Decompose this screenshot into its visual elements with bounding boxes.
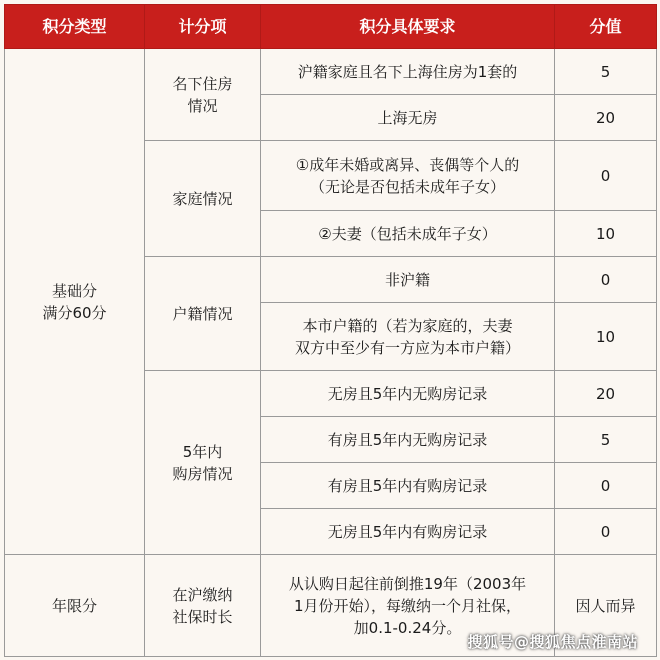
value-cell: 0 [555,463,657,509]
requirement-text: ②夫妻（包括未成年子女） [318,224,497,243]
requirement-cell [261,509,555,555]
value-cell: 因人而异 [555,555,657,657]
value-cell: 20 [555,95,657,141]
header-item: 计分项 [145,5,261,49]
requirement-text: 有房且5年内有购房记录 [327,476,488,495]
score-table [4,4,657,657]
requirement-cell [261,303,555,371]
item-hukou-label: 户籍情况 [172,304,233,323]
category-annual [5,555,145,657]
value-cell: 5 [555,417,657,463]
category-annual-label: 年限分 [51,596,97,615]
requirement-cell [261,463,555,509]
requirement-text: 有房且5年内无购房记录 [327,430,488,449]
value-cell: 10 [555,303,657,371]
requirement-cell [261,371,555,417]
value-cell: 20 [555,371,657,417]
requirement-cell [261,141,555,211]
header-value: 分值 [555,5,657,49]
item-family-label: 家庭情况 [172,189,233,208]
value-cell: 0 [555,509,657,555]
value-cell: 5 [555,49,657,95]
value-cell: 0 [555,257,657,303]
value-cell: 10 [555,211,657,257]
item-purchase-label: 5年内 购房情况 [172,442,233,483]
requirement-text: 从认购日起往前倒推19年（2003年 1月份开始），每缴纳一个月社保， 加0.1-0.24分。 [288,574,527,637]
item-family [145,141,261,257]
requirement-text: 沪籍家庭且名下上海住房为1套的 [297,62,518,81]
requirement-text: 无房且5年内有购房记录 [327,522,488,541]
watermark: 搜狐号@搜狐焦点淮南站 [467,633,638,651]
item-housing-label: 名下住房 情况 [172,74,233,115]
requirement-cell [261,211,555,257]
item-purchase [145,371,261,555]
requirement-cell [261,257,555,303]
requirement-text: 上海无房 [377,108,438,127]
item-social [145,555,261,657]
requirement-text: ①成年未婚或离异、丧偶等个人的 （无论是否包括未成年子女） [295,155,520,196]
table-row [5,49,657,95]
requirement-cell [261,49,555,95]
requirement-text: 非沪籍 [384,270,430,289]
header-row [5,5,657,49]
category-basic-label: 基础分 满分60分 [42,281,107,322]
item-housing [145,49,261,141]
requirement-text: 本市户籍的（若为家庭的，夫妻 双方中至少有一方应为本市户籍） [294,316,520,357]
requirement-cell [261,417,555,463]
item-hukou [145,257,261,371]
header-requirement: 积分具体要求 [261,5,555,49]
requirement-text: 无房且5年内无购房记录 [327,384,488,403]
category-basic [5,49,145,555]
requirement-cell [261,95,555,141]
header-type: 积分类型 [5,5,145,49]
item-social-label: 在沪缴纳 社保时长 [172,585,233,626]
value-cell: 0 [555,141,657,211]
